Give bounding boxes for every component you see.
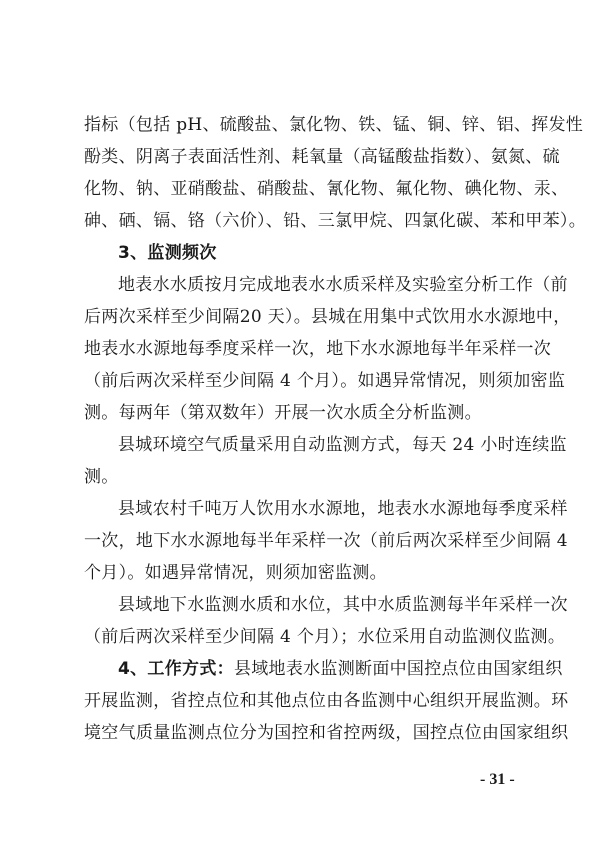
text-line: [118, 658, 563, 680]
text-line: 化物、钠、亚硝酸盐、硝酸盐、氰化物、氟化物、碘化物、汞、: [84, 179, 569, 199]
text-line: （前后两次采样至少间隔 4 个月）；水位采用自动监测仪监测。: [84, 627, 566, 647]
text-line: 地表水水质按月完成地表水水质采样及实验室分析工作（前: [118, 275, 568, 295]
text-span: 县域地表水监测断面中国控点位由国家组织: [233, 659, 563, 679]
text-line: 测。: [84, 467, 119, 487]
text-line: 个月）。如遇异常情况，则须加密监测。: [84, 563, 387, 583]
text-line: 一次，地下水水源地每半年采样一次（前后两次采样至少间隔 4: [84, 531, 568, 551]
text-line: 境空气质量监测点位分为国控和省控两级，国控点位由国家组织: [84, 723, 569, 743]
text-line: 县域地下水监测水质和水位，其中水质监测每半年采样一次: [118, 595, 568, 615]
text-line: 县域农村千吨万人饮用水水源地，地表水水源地每季度采样: [118, 499, 568, 519]
page-number: - 31 -: [480, 771, 515, 788]
section-heading: 3、监测频次: [118, 243, 217, 263]
text-line: （前后两次采样至少间隔 4 个月）。如遇异常情况，则须加密监: [84, 371, 566, 391]
text-line: 指标（包括 pH、硫酸盐、氯化物、铁、锰、铜、锌、铝、挥发性: [84, 115, 584, 135]
text-line: 县城环境空气质量采用自动监测方式，每天 24 小时连续监: [118, 435, 567, 455]
text-line: 酚类、阴离子表面活性剂、耗氧量（高锰酸盐指数）、氨氮、硫: [84, 147, 560, 167]
text-line: 砷、硒、镉、铬（六价）、铅、三氯甲烷、四氯化碳、苯和甲苯）。: [84, 211, 586, 231]
text-line: 测。每两年（第双数年）开展一次水质全分析监测。: [84, 403, 482, 423]
text-line: 开展监测，省控点位和其他点位由各监测中心组织开展监测。环: [84, 691, 569, 711]
section-heading-inline: 4、工作方式：: [118, 659, 234, 679]
text-line: 地表水水源地每季度采样一次，地下水水源地每半年采样一次: [84, 339, 552, 359]
text-line: 后两次采样至少间隔20 天）。县城在用集中式饮用水水源地中，: [84, 307, 571, 327]
